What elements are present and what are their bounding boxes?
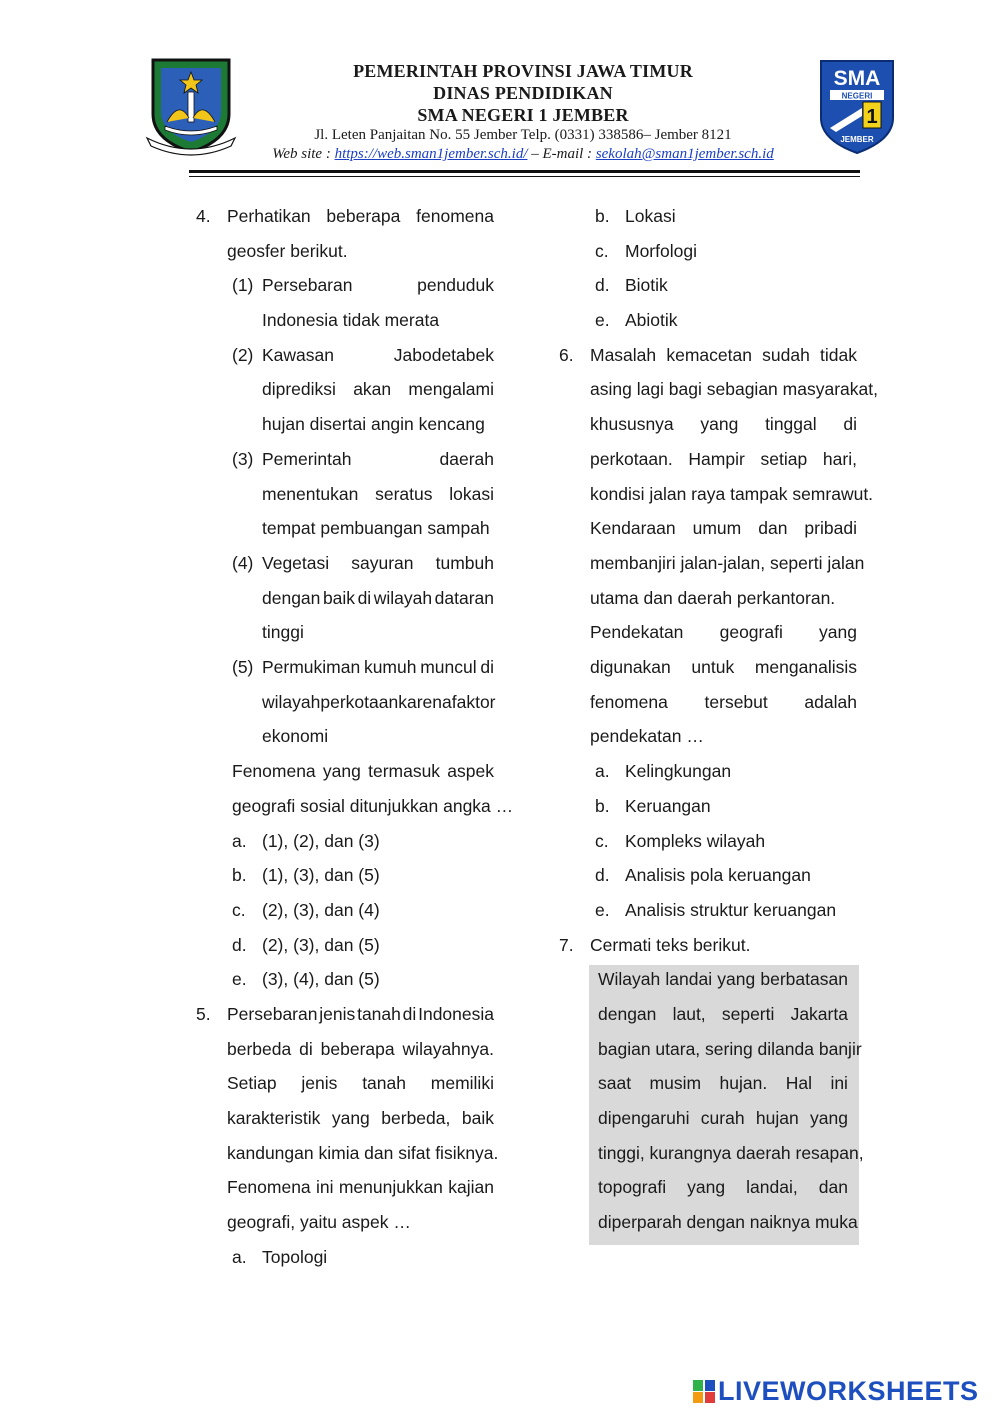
question-number: 7. xyxy=(559,935,574,955)
answer-option-b[interactable]: (1), (3), dan (5) xyxy=(262,865,380,885)
statement-line: Indonesia tidak merata xyxy=(262,310,440,330)
option-letter: b. xyxy=(232,865,247,885)
option-letter: a. xyxy=(232,831,247,851)
answer-option-e[interactable]: (3), (4), dan (5) xyxy=(262,969,380,989)
question-stem-line: perkotaan. Hampir setiap hari, xyxy=(590,449,857,469)
statement-number: (1) xyxy=(232,275,254,295)
website-link[interactable]: https://web.sman1jember.sch.id/ xyxy=(334,146,528,162)
svg-text:SMA: SMA xyxy=(833,67,881,90)
option-letter: c. xyxy=(232,900,246,920)
answer-option-c[interactable]: Kompleks wilayah xyxy=(625,831,766,851)
question-prompt-line: Fenomena yang termasuk aspek xyxy=(232,761,494,781)
option-letter: b. xyxy=(595,206,610,226)
passage-line: topografi yang landai, dan xyxy=(598,1177,848,1197)
option-letter: e. xyxy=(595,310,610,330)
passage-line: dipengaruhi curah hujan yang xyxy=(598,1108,848,1128)
liveworksheets-badge-icon xyxy=(693,1380,715,1404)
option-letter: e. xyxy=(232,969,247,989)
question-stem-line: digunakan untuk menganalisis xyxy=(590,657,857,677)
statement-number: (2) xyxy=(232,345,254,365)
statement-number: (3) xyxy=(232,449,254,469)
question-stem-line: berbeda di beberapa wilayahnya. xyxy=(227,1039,494,1059)
answer-option-d[interactable]: Biotik xyxy=(625,275,668,295)
question-stem-line: geosfer berikut. xyxy=(227,241,348,261)
statement-line: Pemerintah daerah xyxy=(262,449,494,469)
question-stem-line: khususnya yang tinggal di xyxy=(590,414,857,434)
liveworksheets-logo[interactable] xyxy=(693,1376,979,1407)
question-number: 6. xyxy=(559,345,574,365)
question-prompt-line: geografi sosial ditunjukkan angka … xyxy=(232,796,514,816)
option-letter: a. xyxy=(595,761,610,781)
email-link[interactable]: sekolah@sman1jember.sch.id xyxy=(595,146,774,162)
question-stem-line: pendekatan … xyxy=(590,726,704,746)
answer-option-c[interactable]: (2), (3), dan (4) xyxy=(262,900,380,920)
contact-line: Web site : https://web.sman1jember.sch.id/ – E-mail : sekolah@sman1jember.sch.id xyxy=(272,146,774,162)
question-stem-line: karakteristik yang berbeda, baik xyxy=(227,1108,494,1128)
answer-option-c[interactable]: Morfologi xyxy=(625,241,697,261)
question-stem-line: kandungan kimia dan sifat fisiknya. xyxy=(227,1143,499,1163)
question-stem-line: Cermati teks berikut. xyxy=(590,935,751,955)
statement-line: wilayah perkotaan karena faktor xyxy=(262,692,496,712)
answer-option-e[interactable]: Analisis struktur keruangan xyxy=(625,900,837,920)
statement-line: hujan disertai angin kencang xyxy=(262,414,485,434)
liveworksheets-brand: LIVEWORKSHEETS xyxy=(718,1376,979,1406)
statement-line: Kawasan Jabodetabek xyxy=(262,345,494,365)
option-letter: d. xyxy=(232,935,247,955)
question-stem-line: Setiap jenis tanah memiliki xyxy=(227,1073,494,1093)
government-title: PEMERINTAH PROVINSI JAWA TIMUR xyxy=(353,61,693,81)
option-letter: c. xyxy=(595,831,609,851)
question-stem-line: Perhatikan beberapa fenomena xyxy=(227,206,494,226)
letterhead xyxy=(240,60,806,164)
statement-line: tempat pembuangan sampah xyxy=(262,518,490,538)
answer-option-b[interactable]: Keruangan xyxy=(625,796,711,816)
statement-line: dengan baik di wilayah dataran xyxy=(262,588,494,608)
passage-line: saat musim hujan. Hal ini xyxy=(598,1073,848,1093)
option-letter: d. xyxy=(595,865,610,885)
option-letter: c. xyxy=(595,241,609,261)
svg-text:JEMBER: JEMBER xyxy=(840,135,874,144)
letterhead-divider-thick xyxy=(189,170,860,173)
question-number: 5. xyxy=(196,1004,211,1024)
question-stem-line: utama dan daerah perkantoran. xyxy=(590,588,836,608)
option-letter: a. xyxy=(232,1247,247,1267)
question-stem-line: fenomena tersebut adalah xyxy=(590,692,857,712)
statement-line: ekonomi xyxy=(262,726,329,746)
svg-text:1: 1 xyxy=(866,106,878,128)
statement-line: tinggi xyxy=(262,622,304,642)
option-letter: b. xyxy=(595,796,610,816)
answer-option-d[interactable]: (2), (3), dan (5) xyxy=(262,935,380,955)
statement-number: (4) xyxy=(232,553,254,573)
school-title: SMA NEGERI 1 JEMBER xyxy=(417,105,629,125)
school-address: Jl. Leten Panjaitan No. 55 Jember Telp. (0331) 338586– Jember 8121 xyxy=(314,127,732,143)
answer-option-a[interactable]: (1), (2), dan (3) xyxy=(262,831,380,851)
department-title: DINAS PENDIDIKAN xyxy=(433,83,613,103)
passage-line: diperparah dengan naiknya muka xyxy=(598,1212,858,1232)
question-stem-line: Persebaran jenis tanah di Indonesia xyxy=(227,1004,494,1024)
question-stem-line: geografi, yaitu aspek … xyxy=(227,1212,411,1232)
option-letter: e. xyxy=(595,900,610,920)
statement-number: (5) xyxy=(232,657,254,677)
statement-line: menentukan seratus lokasi xyxy=(262,484,494,504)
sma-negeri-emblem-icon xyxy=(818,58,896,156)
statement-line: Vegetasi sayuran tumbuh xyxy=(262,553,494,573)
answer-option-e[interactable]: Abiotik xyxy=(625,310,678,330)
passage-line: bagian utara, sering dilanda banjir xyxy=(598,1039,862,1059)
answer-option-a[interactable]: Topologi xyxy=(262,1247,328,1267)
answer-option-d[interactable]: Analisis pola keruangan xyxy=(625,865,811,885)
question-stem-line: Pendekatan geografi yang xyxy=(590,622,857,642)
question-stem-line: Fenomena ini menunjukkan kajian xyxy=(227,1177,494,1197)
option-letter: d. xyxy=(595,275,610,295)
svg-text:NEGERI: NEGERI xyxy=(841,91,873,101)
passage-line: tinggi, kurangnya daerah resapan, xyxy=(598,1143,864,1163)
question-stem-line: kondisi jalan raya tampak semrawut. xyxy=(590,484,874,504)
passage-line: dengan laut, seperti Jakarta xyxy=(598,1004,848,1024)
answer-option-b[interactable]: Lokasi xyxy=(625,206,676,226)
question-stem-line: Kendaraan umum dan pribadi xyxy=(590,518,857,538)
question-number: 4. xyxy=(196,206,211,226)
question-stem-line: membanjiri jalan-jalan, seperti jalan xyxy=(590,553,865,573)
statement-line: diprediksi akan mengalami xyxy=(262,379,494,399)
letterhead-divider-thin xyxy=(189,176,860,177)
statement-line: Permukiman kumuh muncul di xyxy=(262,657,494,677)
question-stem-line: asing lagi bagi sebagian masyarakat, xyxy=(590,379,878,399)
jawa-timur-emblem-icon xyxy=(145,56,237,156)
answer-option-a[interactable]: Kelingkungan xyxy=(625,761,732,781)
passage-line: Wilayah landai yang berbatasan xyxy=(598,969,848,989)
statement-line: Persebaran penduduk xyxy=(262,275,494,295)
question-stem-line: Masalah kemacetan sudah tidak xyxy=(590,345,857,365)
